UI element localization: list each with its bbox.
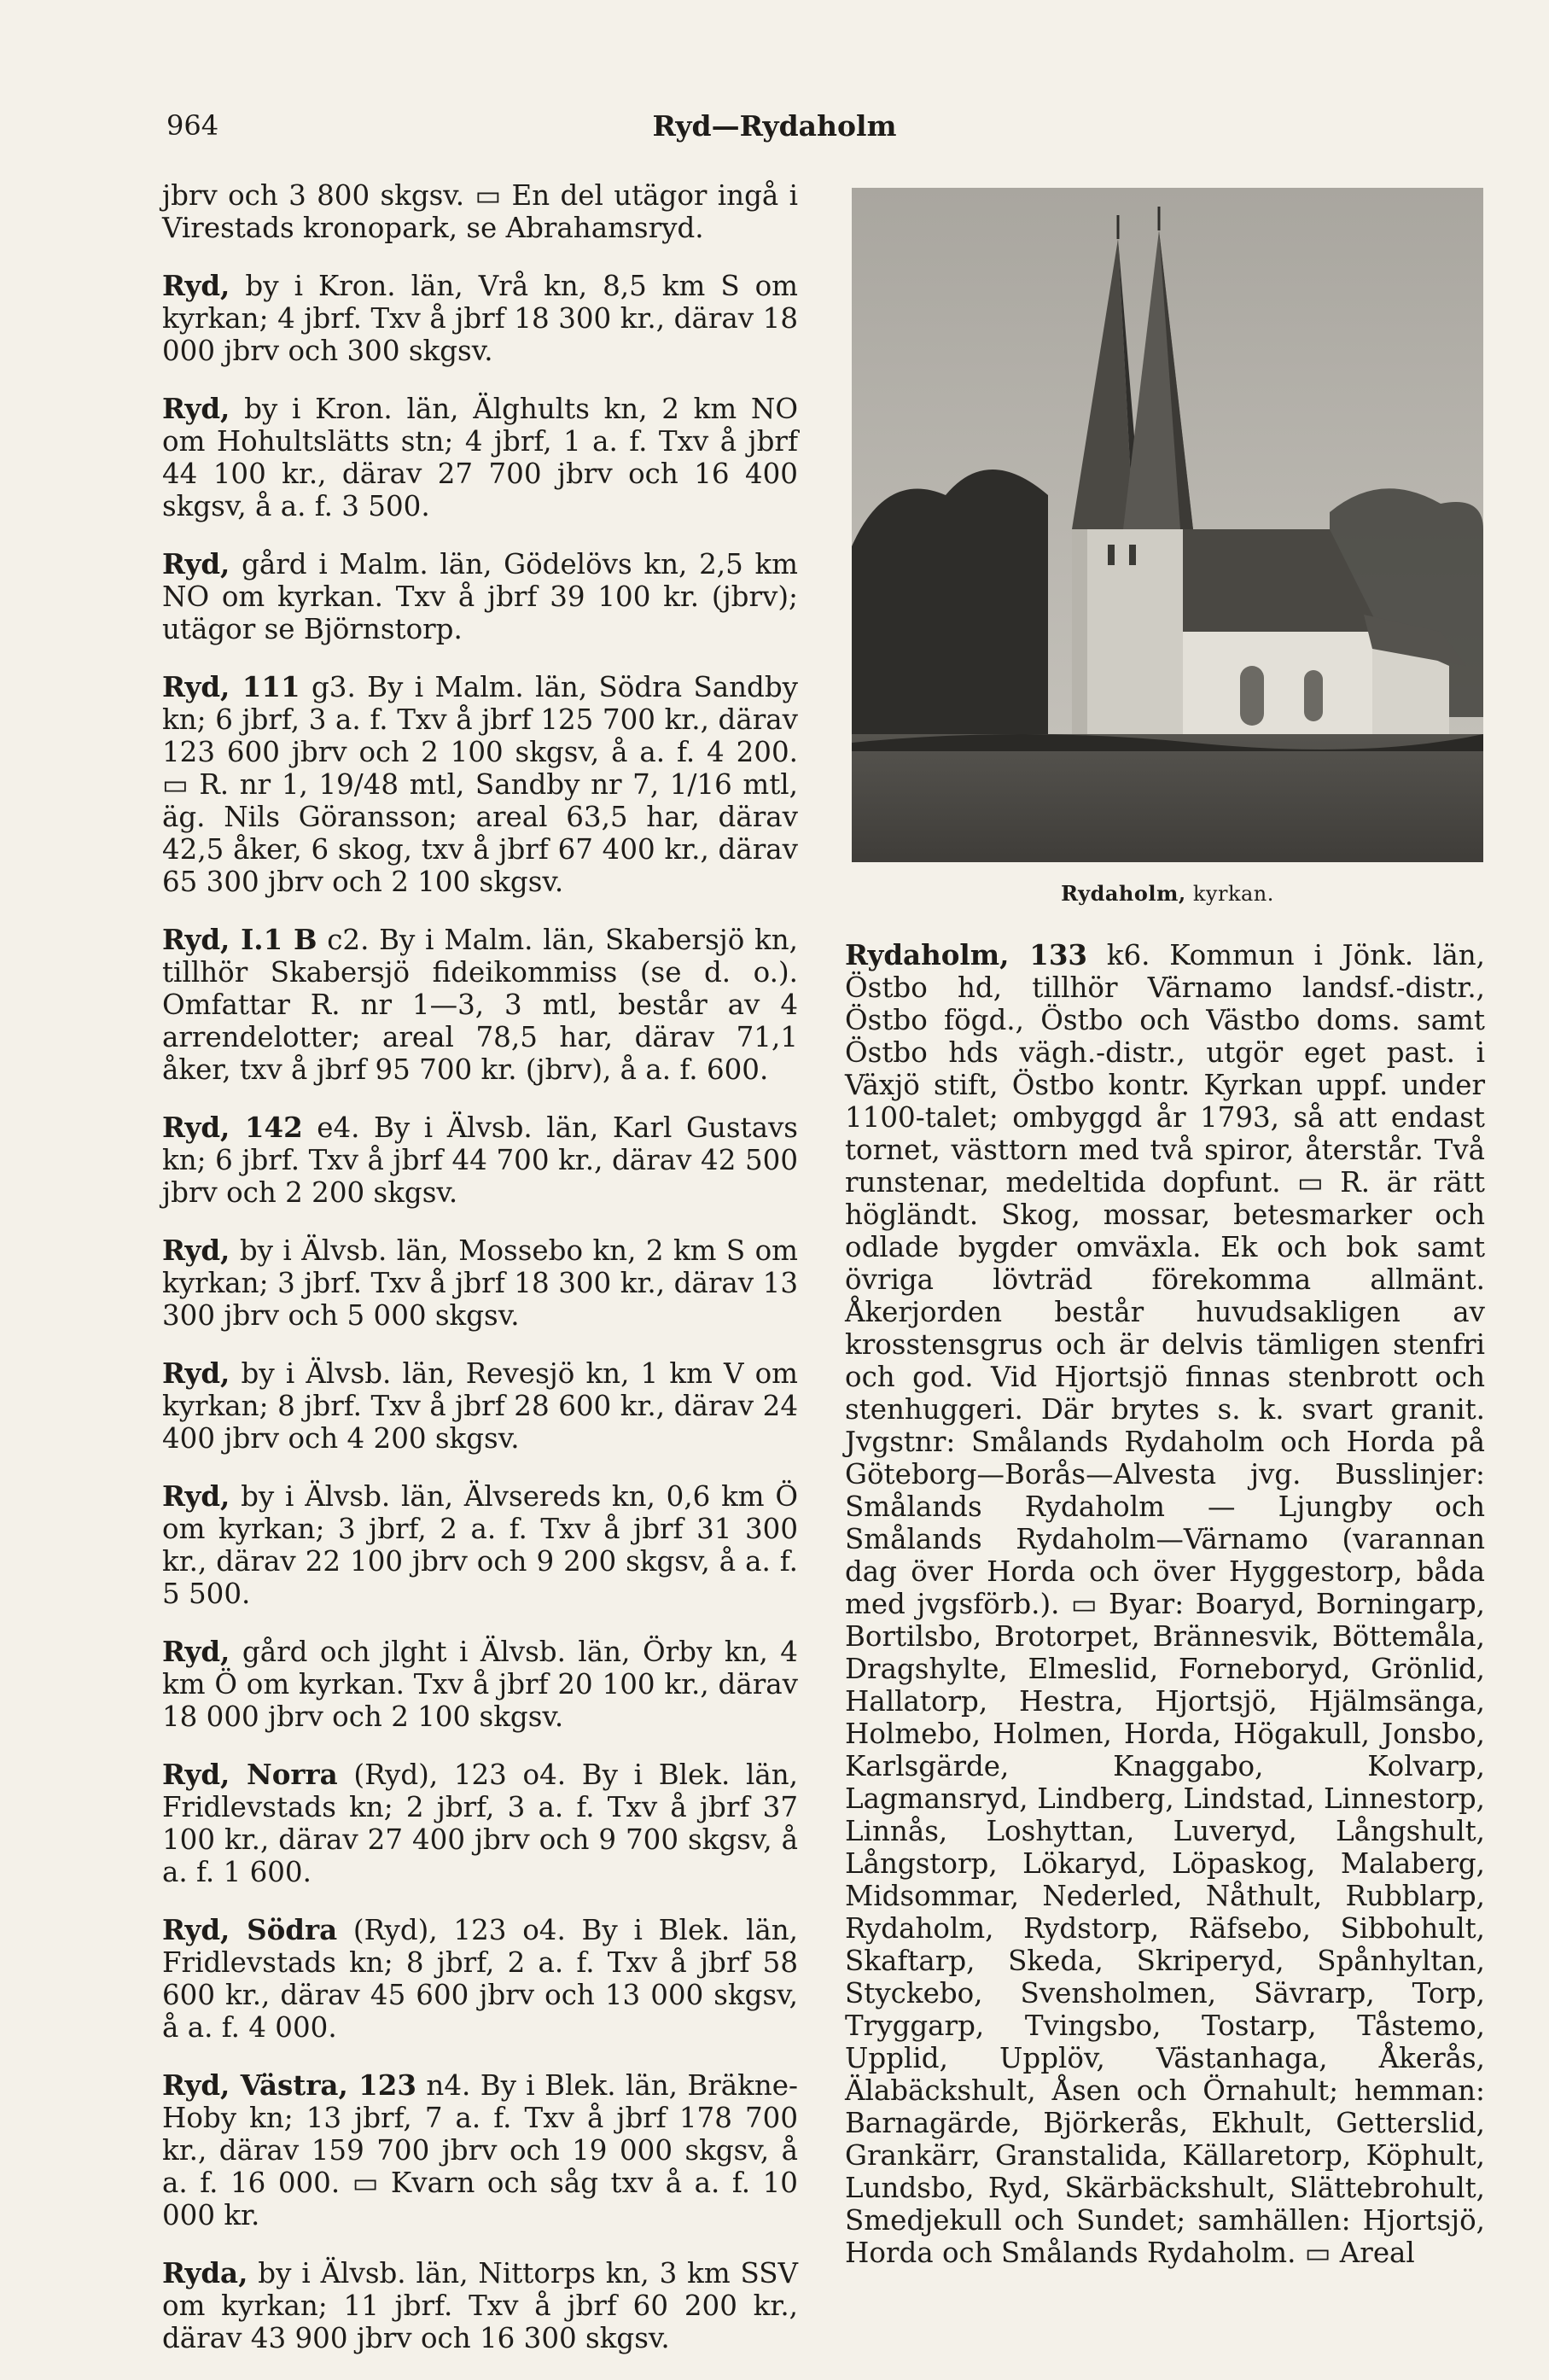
- entry-text: c2. By i Malm. län, Skabersjö kn, tillhör Skabersjö fideikommiss (se d. o.). Omfattar R. nr 1—3, 3 mtl, består av 4 arrendelotter; areal 78,5 har, därav 71,1 åker, txv å jbrf 95 700 kr. (jbrv), å a. f. 600.: [162, 924, 798, 1086]
- right-column: [845, 939, 1485, 2295]
- entry: [162, 924, 798, 1086]
- entry-head: Ryda,: [162, 2256, 248, 2290]
- entry: [162, 548, 798, 645]
- entry: [162, 1914, 798, 2044]
- entry-head: Ryd, Södra: [162, 1913, 338, 1946]
- entry-text: gård och jlght i Älvsb. län, Örby kn, 4 km Ö om kyrkan. Txv å jbrf 20 100 kr., därav 18 000 jbrv och 2 100 skgsv.: [162, 1636, 798, 1733]
- entry-head: Ryd, 111: [162, 670, 300, 703]
- entry: [162, 1636, 798, 1733]
- entry-head: Rydaholm, 133: [845, 938, 1088, 971]
- entry-text: by i Kron. län, Vrå kn, 8,5 km S om kyrkan; 4 jbrf. Txv å jbrf 18 300 kr., därav 18 000 jbrv och 300 skgsv.: [162, 270, 798, 367]
- entry-text: by i Älvsb. län, Nittorps kn, 3 km SSV om kyrkan; 11 jbrf. Txv å jbrf 60 200 kr., därav 43 900 jbrv och 16 300 skgsv.: [162, 2257, 798, 2354]
- entry-text: gård i Malm. län, Gödelövs kn, 2,5 km NO om kyrkan. Txv å jbrf 39 100 kr. (jbrv); utägor se Björnstorp.: [162, 548, 798, 645]
- entry-head: Ryd, I.1 B: [162, 923, 317, 956]
- entry-head: Ryd,: [162, 1635, 230, 1668]
- caption-text: kyrkan.: [1185, 882, 1274, 906]
- entry-text: jbrv och 3 800 skgsv. ▭ En del utägor ingå i Virestads kronopark, se Abrahamsryd.: [162, 179, 798, 244]
- entry: [162, 2257, 798, 2354]
- caption-place: Rydaholm,: [1061, 881, 1186, 906]
- entry-head: Ryd,: [162, 1234, 230, 1267]
- entry: [162, 1234, 798, 1332]
- entry: [162, 1759, 798, 1888]
- entry-text: g3. By i Malm. län, Södra Sandby kn; 6 jbrf, 3 a. f. Txv å jbrf 125 700 kr., därav 123 600 jbrv och 2 100 skgsv, å a. f. 4 200. ▭ R. nr 1, 19/48 mtl, Sandby nr 7, 1/16 mtl, äg. Nils Göransson; areal 63,5 har, därav 42,5 åker, 6 skog, txv å jbrf 67 400 kr., därav 65 300 jbrv och 2 100 skgsv.: [162, 671, 798, 898]
- entry-text: by i Älvsb. län, Älvsereds kn, 0,6 km Ö om kyrkan; 3 jbrf, 2 a. f. Txv å jbrf 31 300 kr., därav 22 100 jbrv och 9 200 skgsv, å a. f. 5 500.: [162, 1480, 798, 1610]
- entry-text: k6. Kommun i Jönk. län, Östbo hd, tillhör Värnamo landsf.-distr., Östbo fögd., Östbo och Västbo doms. samt Östbo hds vägh.-distr., utgör eget past. i Växjö stift, Östbo kontr. Kyrkan uppf. under 1100-talet; ombyggd år 1793, så att endast tornet, västtorn med två spiror, återstår. Två runstenar, medeltida dopfunt. ▭ R. är rätt högländt. Skog, mossar, betesmarker och odlade bygder omväxla. Ek och bok samt övriga lövträd förekomma allmänt. Åkerjorden består huvudsakligen av krosstensgrus och är delvis tämligen stenfri och god. Vid Hjortsjö finnas stenbrott och stenhuggeri. Där brytes s. k. svart granit. Jvgstnr: Smålands Rydaholm och Horda på Göteborg—Borås—Alvesta jvg. Busslinjer: Smålands Rydaholm — Ljungby och Smålands Rydaholm—Värnamo (varannan dag över Horda och över Hyggestorp, båda med jvgsförb.). ▭ Byar: Boaryd, Borningarp, Bortilsbo, Brotorpet, Brännesvik, Böttemåla, Dragshylte, Elmeslid, Forneboryd, Grönlid, Hallatorp, Hestra, Hjortsjö, Hjälmsänga, Holmebo, Holmen, Horda, Högakull, Jonsbo, Karlsgärde, Knaggabo, Kolvarp, Lagmansryd, Lindberg, Lindstad, Linnestorp, Linnås, Loshyttan, Luveryd, Långshult, Långstorp, Lökaryd, Löpaskog, Malaberg, Midsommar, Nederled, Nåthult, Rubblarp, Rydaholm, Rydstorp, Räfsebo, Sibbohult, Skaftarp, Skeda, Skriperyd, Spånhyltan, Styckebo, Svensholmen, Sävrarp, Torp, Tryggarp, Tvingsbo, Tostarp, Tåstemo, Upplid, Upplöv, Västanhaga, Åkerås, Älabäckshult, Åsen och Örnahult; hemman: Barnagärde, Björkerås, Ekhult, Getterslid, Grankärr, Granstalida, Källaretorp, Köphult, Lundsbo, Ryd, Skärbäckshult, Slättebrohult, Smedjekull och Sundet; samhällen: Hjortsjö, Horda och Smålands Rydaholm. ▭ Areal: [845, 939, 1485, 2269]
- entry-head: Ryd,: [162, 1356, 230, 1390]
- entry-text: (Ryd), 123 o4. By i Blek. län, Fridlevstads kn; 8 jbrf, 2 a. f. Txv å jbrf 58 600 kr., därav 45 600 jbrv och 13 000 skgsv, å a. f. 4 000.: [162, 1914, 798, 2044]
- entry-head: Ryd, 142: [162, 1111, 303, 1144]
- church-illustration: [852, 188, 1483, 862]
- entry-head: Ryd,: [162, 269, 230, 302]
- entry: [162, 1357, 798, 1455]
- entry: [162, 179, 798, 244]
- entry-text: by i Älvsb. län, Revesjö kn, 1 km V om kyrkan; 8 jbrf. Txv å jbrf 28 600 kr., därav 24 400 jbrv och 4 200 skgsv.: [162, 1357, 798, 1455]
- entry: [162, 671, 798, 898]
- entry: [162, 393, 798, 522]
- entry-text: n4. By i Blek. län, Bräkne-Hoby kn; 13 jbrf, 7 a. f. Txv å jbrf 178 700 kr., därav 159 700 jbrv och 19 000 skgsv, å a. f. 16 000. ▭ Kvarn och såg txv å a. f. 10 000 kr.: [162, 2069, 799, 2231]
- running-head: Ryd—Rydaholm: [652, 109, 897, 143]
- entry-text: by i Kron. län, Älghults kn, 2 km NO om Hohultslätts stn; 4 jbrf, 1 a. f. Txv å jbrf 44 100 kr., därav 27 700 jbrv och 16 400 skgsv, å a. f. 3 500.: [162, 393, 798, 522]
- church-photo: [852, 188, 1483, 862]
- entry: [162, 2069, 798, 2231]
- entry: [162, 1111, 798, 1209]
- entry-head: Ryd,: [162, 1479, 230, 1513]
- entry-text: by i Älvsb. län, Mossebo kn, 2 km S om kyrkan; 3 jbrf. Txv å jbrf 18 300 kr., därav 13 300 jbrv och 5 000 skgsv.: [162, 1234, 798, 1332]
- entry-head: Ryd, Norra: [162, 1758, 338, 1791]
- entry-head: Ryd,: [162, 392, 230, 425]
- entry-head: Ryd,: [162, 547, 230, 580]
- entry: [162, 270, 798, 367]
- entry-text: e4. By i Älvsb. län, Karl Gustavs kn; 6 jbrf. Txv å jbrf 44 700 kr., därav 42 500 jbrv och 2 200 skgsv.: [162, 1111, 798, 1209]
- figure-caption: [852, 881, 1483, 906]
- entry-head: Ryd, Västra, 123: [162, 2068, 417, 2102]
- entry: [845, 939, 1485, 2269]
- page-number: 964: [166, 109, 219, 142]
- entry: [162, 1480, 798, 1610]
- left-column: [162, 179, 798, 2380]
- entry-text: (Ryd), 123 o4. By i Blek. län, Fridlevstads kn; 2 jbrf, 3 a. f. Txv å jbrf 37 100 kr., därav 27 400 jbrv och 9 700 skgsv, å a. f. 1 600.: [162, 1759, 798, 1888]
